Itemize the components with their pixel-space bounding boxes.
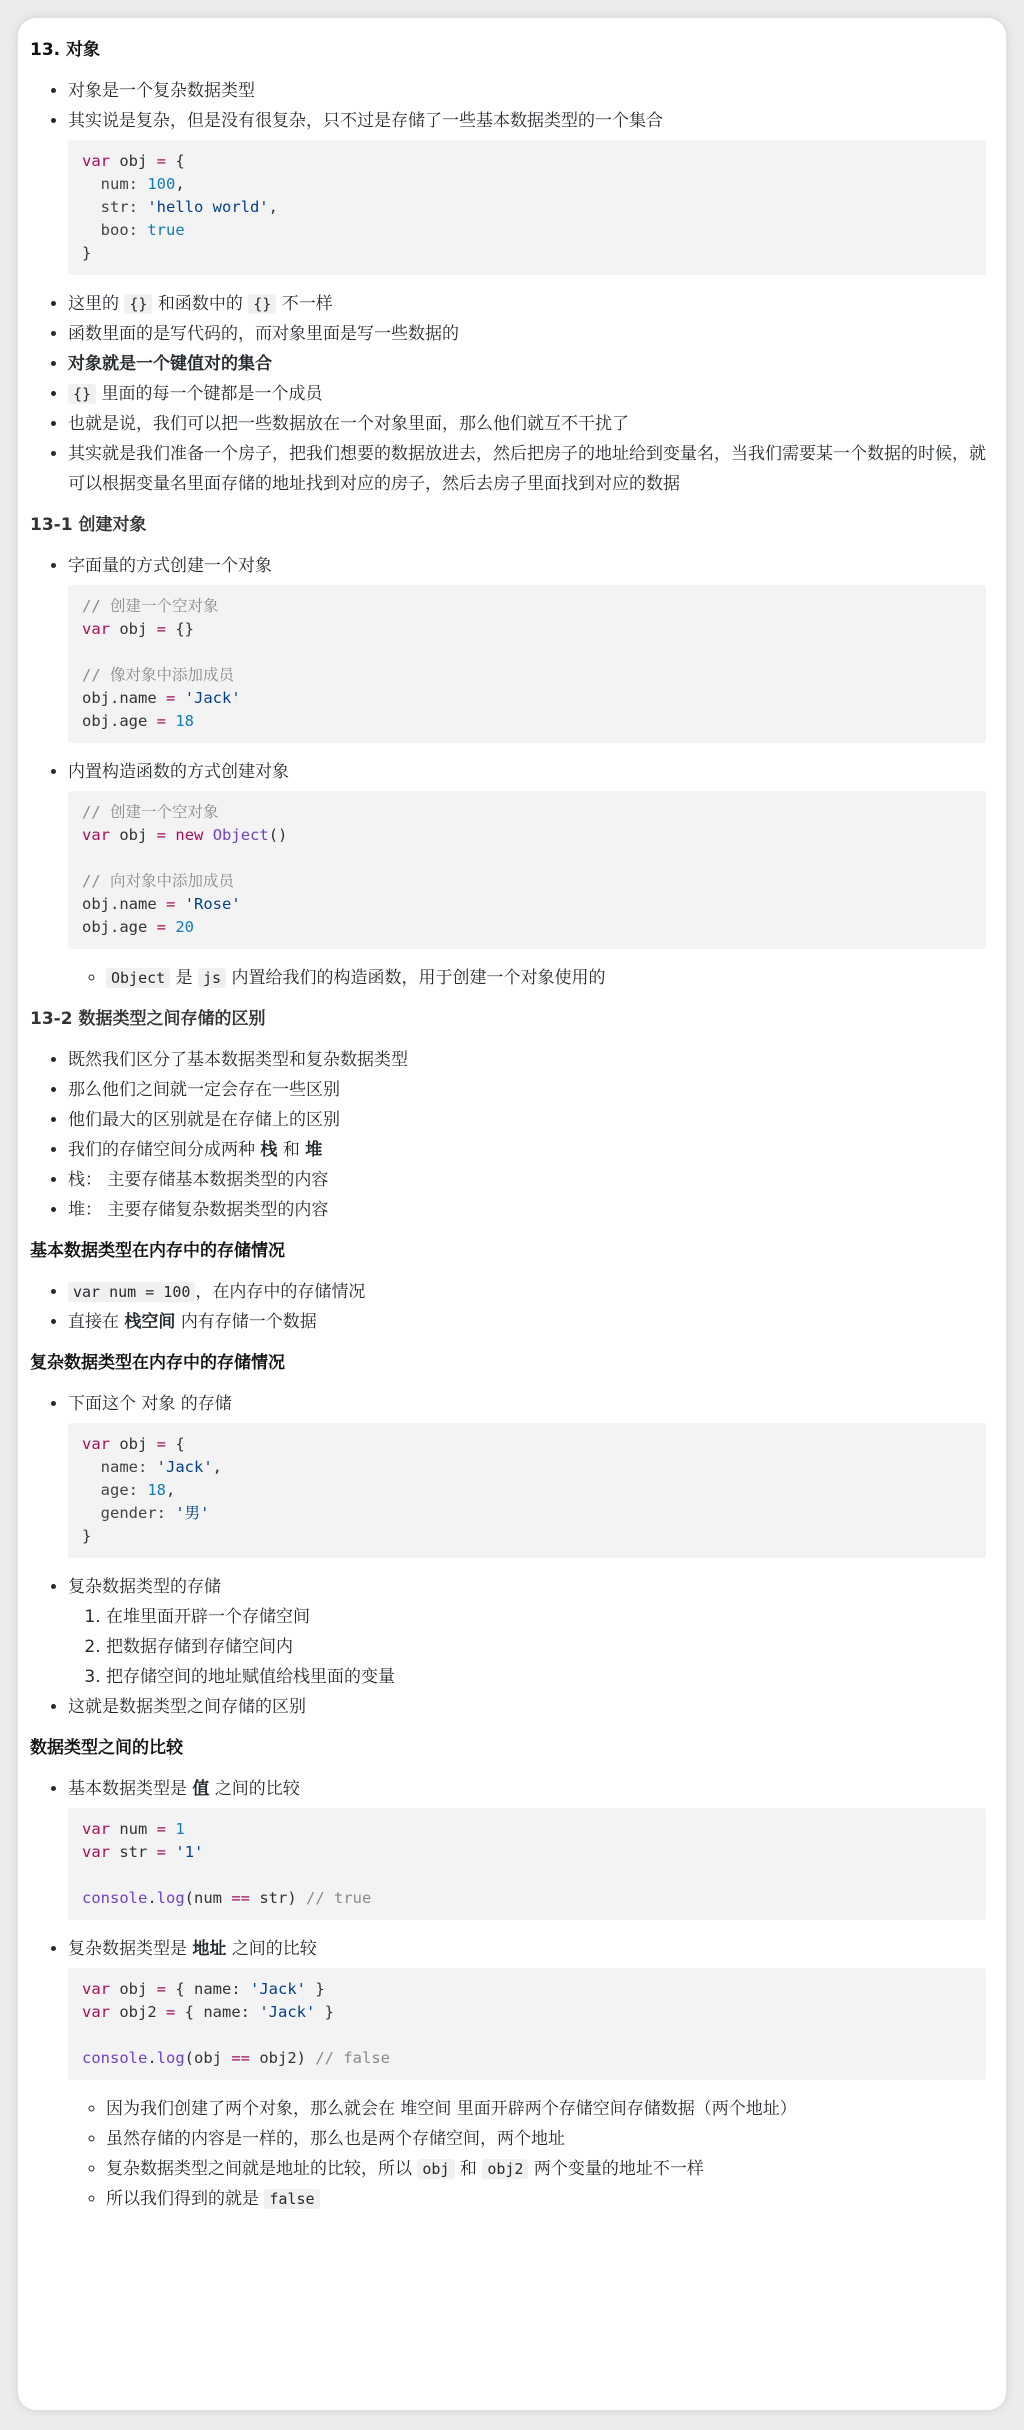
- compare-list: [30, 1774, 986, 2214]
- section-title-basic-storage: 基本数据类型在内存中的存储情况: [30, 1241, 285, 1261]
- list-item: ◦ 虽然存储的内容是一样的，那么也是两个存储空间，两个地址: [106, 2124, 986, 2154]
- code-line: var obj = {}: [82, 620, 195, 638]
- list-item: • 其实就是我们准备一个房子，把我们想要的数据放进去，然后把房子的地址给到变量名，当我们需要某一个数据的时候，就可以根据变量名里面存储的地址找到对应的房子，然后去房子里面找到对应的数据: [68, 439, 986, 499]
- code-line: obj.name = 'Jack': [82, 689, 241, 707]
- document-card: [18, 18, 1006, 2410]
- sub-list: [68, 963, 986, 993]
- list-item: [68, 1774, 986, 1920]
- code-block: [68, 1423, 986, 1558]
- text: 内置给我们的构造函数，用于创建一个对象使用的: [231, 968, 606, 988]
- code-block: [68, 585, 986, 743]
- complex-storage-list: [30, 1389, 986, 1722]
- text: 所以我们得到的就是: [106, 2189, 259, 2209]
- list-item: [106, 2184, 986, 2214]
- text: 复杂数据类型是: [68, 1939, 187, 1959]
- code-line: [82, 847, 972, 870]
- code-line: obj.age = 20: [82, 918, 195, 936]
- list-item: [68, 1277, 986, 1307]
- code-line: var obj2 = { name: 'Jack' }: [82, 2003, 335, 2021]
- bold-text: 栈: [260, 1140, 278, 1160]
- section-title-create-object: 13-1 创建对象: [30, 515, 147, 535]
- code-line: [82, 641, 972, 664]
- text: 和函数中的: [157, 294, 243, 314]
- text: 是: [175, 968, 193, 988]
- bold-text: 值: [192, 1779, 210, 1799]
- code-line: var obj = { name: 'Jack' }: [82, 1980, 325, 1998]
- code-line: console.log(num == str) // true: [82, 1889, 372, 1907]
- list-item: • 既然我们区分了基本数据类型和复杂数据类型: [68, 1045, 986, 1075]
- list-item: [68, 757, 986, 993]
- section-title-storage-difference: 13-2 数据类型之间存储的区别: [30, 1009, 266, 1029]
- list-item: • 他们最大的区别就是在存储上的区别: [68, 1105, 986, 1135]
- list-item: [68, 1389, 986, 1558]
- code-line: gender: '男': [82, 1504, 210, 1522]
- bold-text: 堆: [305, 1140, 323, 1160]
- section-title-objects: 13. 对象: [30, 40, 101, 60]
- step-item: 1. 在堆里面开辟一个存储空间: [106, 1602, 986, 1632]
- text: 和: [282, 1140, 300, 1160]
- list-item: [68, 106, 986, 275]
- code-line: [82, 2024, 972, 2047]
- code-line: obj.name = 'Rose': [82, 895, 241, 913]
- list-item: [106, 2154, 986, 2184]
- code-block: [68, 140, 986, 275]
- inline-code: {}: [248, 294, 276, 314]
- list-item: [68, 1934, 986, 2214]
- list-item: • 函数里面的是写代码的，而对象里面是写一些数据的: [68, 319, 986, 349]
- list-item: • 栈： 主要存储基本数据类型的内容: [68, 1165, 986, 1195]
- inline-code: {}: [124, 294, 152, 314]
- text: 这里的: [68, 294, 119, 314]
- inline-code: var num = 100: [68, 1282, 195, 1302]
- list-item: • 对象是一个复杂数据类型: [68, 76, 986, 106]
- section-title-complex-storage: 复杂数据类型在内存中的存储情况: [30, 1353, 285, 1373]
- code-line: // 向对象中添加成员: [82, 872, 234, 890]
- text: 里面的每一个键都是一个成员: [101, 384, 323, 404]
- text: 我们的存储空间分成两种: [68, 1140, 255, 1160]
- sub-list: [68, 2094, 986, 2214]
- inline-code: Object: [106, 968, 170, 988]
- text: 基本数据类型是: [68, 1779, 187, 1799]
- text: 直接在: [68, 1312, 119, 1332]
- inline-code: {}: [68, 384, 96, 404]
- code-line: var obj = new Object(): [82, 826, 288, 844]
- code-line: // 创建一个空对象: [82, 803, 219, 821]
- text: 之间的比较: [231, 1939, 317, 1959]
- code-line: var obj = {: [82, 152, 185, 170]
- code-line: age: 18,: [82, 1481, 176, 1499]
- bold-text: 地址: [192, 1939, 227, 1959]
- list-item-text: 其实说是复杂，但是没有很复杂，只不过是存储了一些基本数据类型的一个集合: [68, 111, 663, 131]
- code-line: var num = 1: [82, 1820, 185, 1838]
- text: 不一样: [281, 294, 333, 314]
- list-item: • 这就是数据类型之间存储的区别: [68, 1692, 986, 1722]
- list-item-text: 字面量的方式创建一个对象: [68, 556, 272, 576]
- code-line: str: 'hello world',: [82, 198, 278, 216]
- code-line: // 像对象中添加成员: [82, 666, 234, 684]
- objects-list: [30, 76, 986, 499]
- code-line: }: [82, 1527, 92, 1545]
- code-line: [82, 1864, 972, 1887]
- list-item-text: 下面这个 对象 的存储: [68, 1394, 232, 1414]
- code-line: // 创建一个空对象: [82, 597, 219, 615]
- inline-code: obj: [417, 2159, 454, 2179]
- list-item: • 堆： 主要存储复杂数据类型的内容: [68, 1195, 986, 1225]
- list-item-text: 复杂数据类型的存储: [68, 1577, 221, 1597]
- step-item: 3. 把存储空间的地址赋值给栈里面的变量: [106, 1662, 986, 1692]
- inline-code: false: [264, 2189, 319, 2209]
- inline-code: js: [198, 968, 226, 988]
- inline-code: obj2: [482, 2159, 528, 2179]
- list-item: [68, 1572, 986, 1692]
- list-item: [68, 379, 986, 409]
- steps-list: [68, 1602, 986, 1692]
- bold-text: 栈空间: [124, 1312, 176, 1332]
- section-title-compare: 数据类型之间的比较: [30, 1738, 183, 1758]
- code-line: name: 'Jack',: [82, 1458, 222, 1476]
- code-line: console.log(obj == obj2) // false: [82, 2049, 390, 2067]
- text: 内有存储一个数据: [180, 1312, 317, 1332]
- code-line: }: [82, 244, 92, 262]
- code-line: var obj = {: [82, 1435, 185, 1453]
- list-item: • 那么他们之间就一定会存在一些区别: [68, 1075, 986, 1105]
- list-item: • 也就是说，我们可以把一些数据放在一个对象里面，那么他们就互不干扰了: [68, 409, 986, 439]
- bold-text: 对象就是一个键值对的集合: [68, 354, 272, 374]
- code-block: [68, 791, 986, 949]
- create-object-list: [30, 551, 986, 993]
- code-line: boo: true: [82, 221, 185, 239]
- list-item-text: 内置构造函数的方式创建对象: [68, 762, 289, 782]
- list-item: [68, 349, 986, 379]
- code-line: num: 100,: [82, 175, 185, 193]
- step-item: 2. 把数据存储到存储空间内: [106, 1632, 986, 1662]
- text: ，在内存中的存储情况: [195, 1282, 366, 1302]
- code-line: obj.age = 18: [82, 712, 195, 730]
- text: 两个变量的地址不一样: [533, 2159, 704, 2179]
- text: 和: [459, 2159, 477, 2179]
- list-item: [106, 963, 986, 993]
- code-line: var str = '1': [82, 1843, 204, 1861]
- list-item: [68, 1307, 986, 1337]
- list-item: [68, 551, 986, 743]
- list-item: [68, 289, 986, 319]
- code-block: [68, 1808, 986, 1920]
- code-block: [68, 1968, 986, 2080]
- list-item: ◦ 因为我们创建了两个对象，那么就会在 堆空间 里面开辟两个存储空间存储数据（两个地址）: [106, 2094, 986, 2124]
- basic-storage-list: [30, 1277, 986, 1337]
- list-item: [68, 1135, 986, 1165]
- storage-difference-list: [30, 1045, 986, 1225]
- text: 之间的比较: [214, 1779, 300, 1799]
- text: 复杂数据类型之间就是地址的比较，所以: [106, 2159, 412, 2179]
